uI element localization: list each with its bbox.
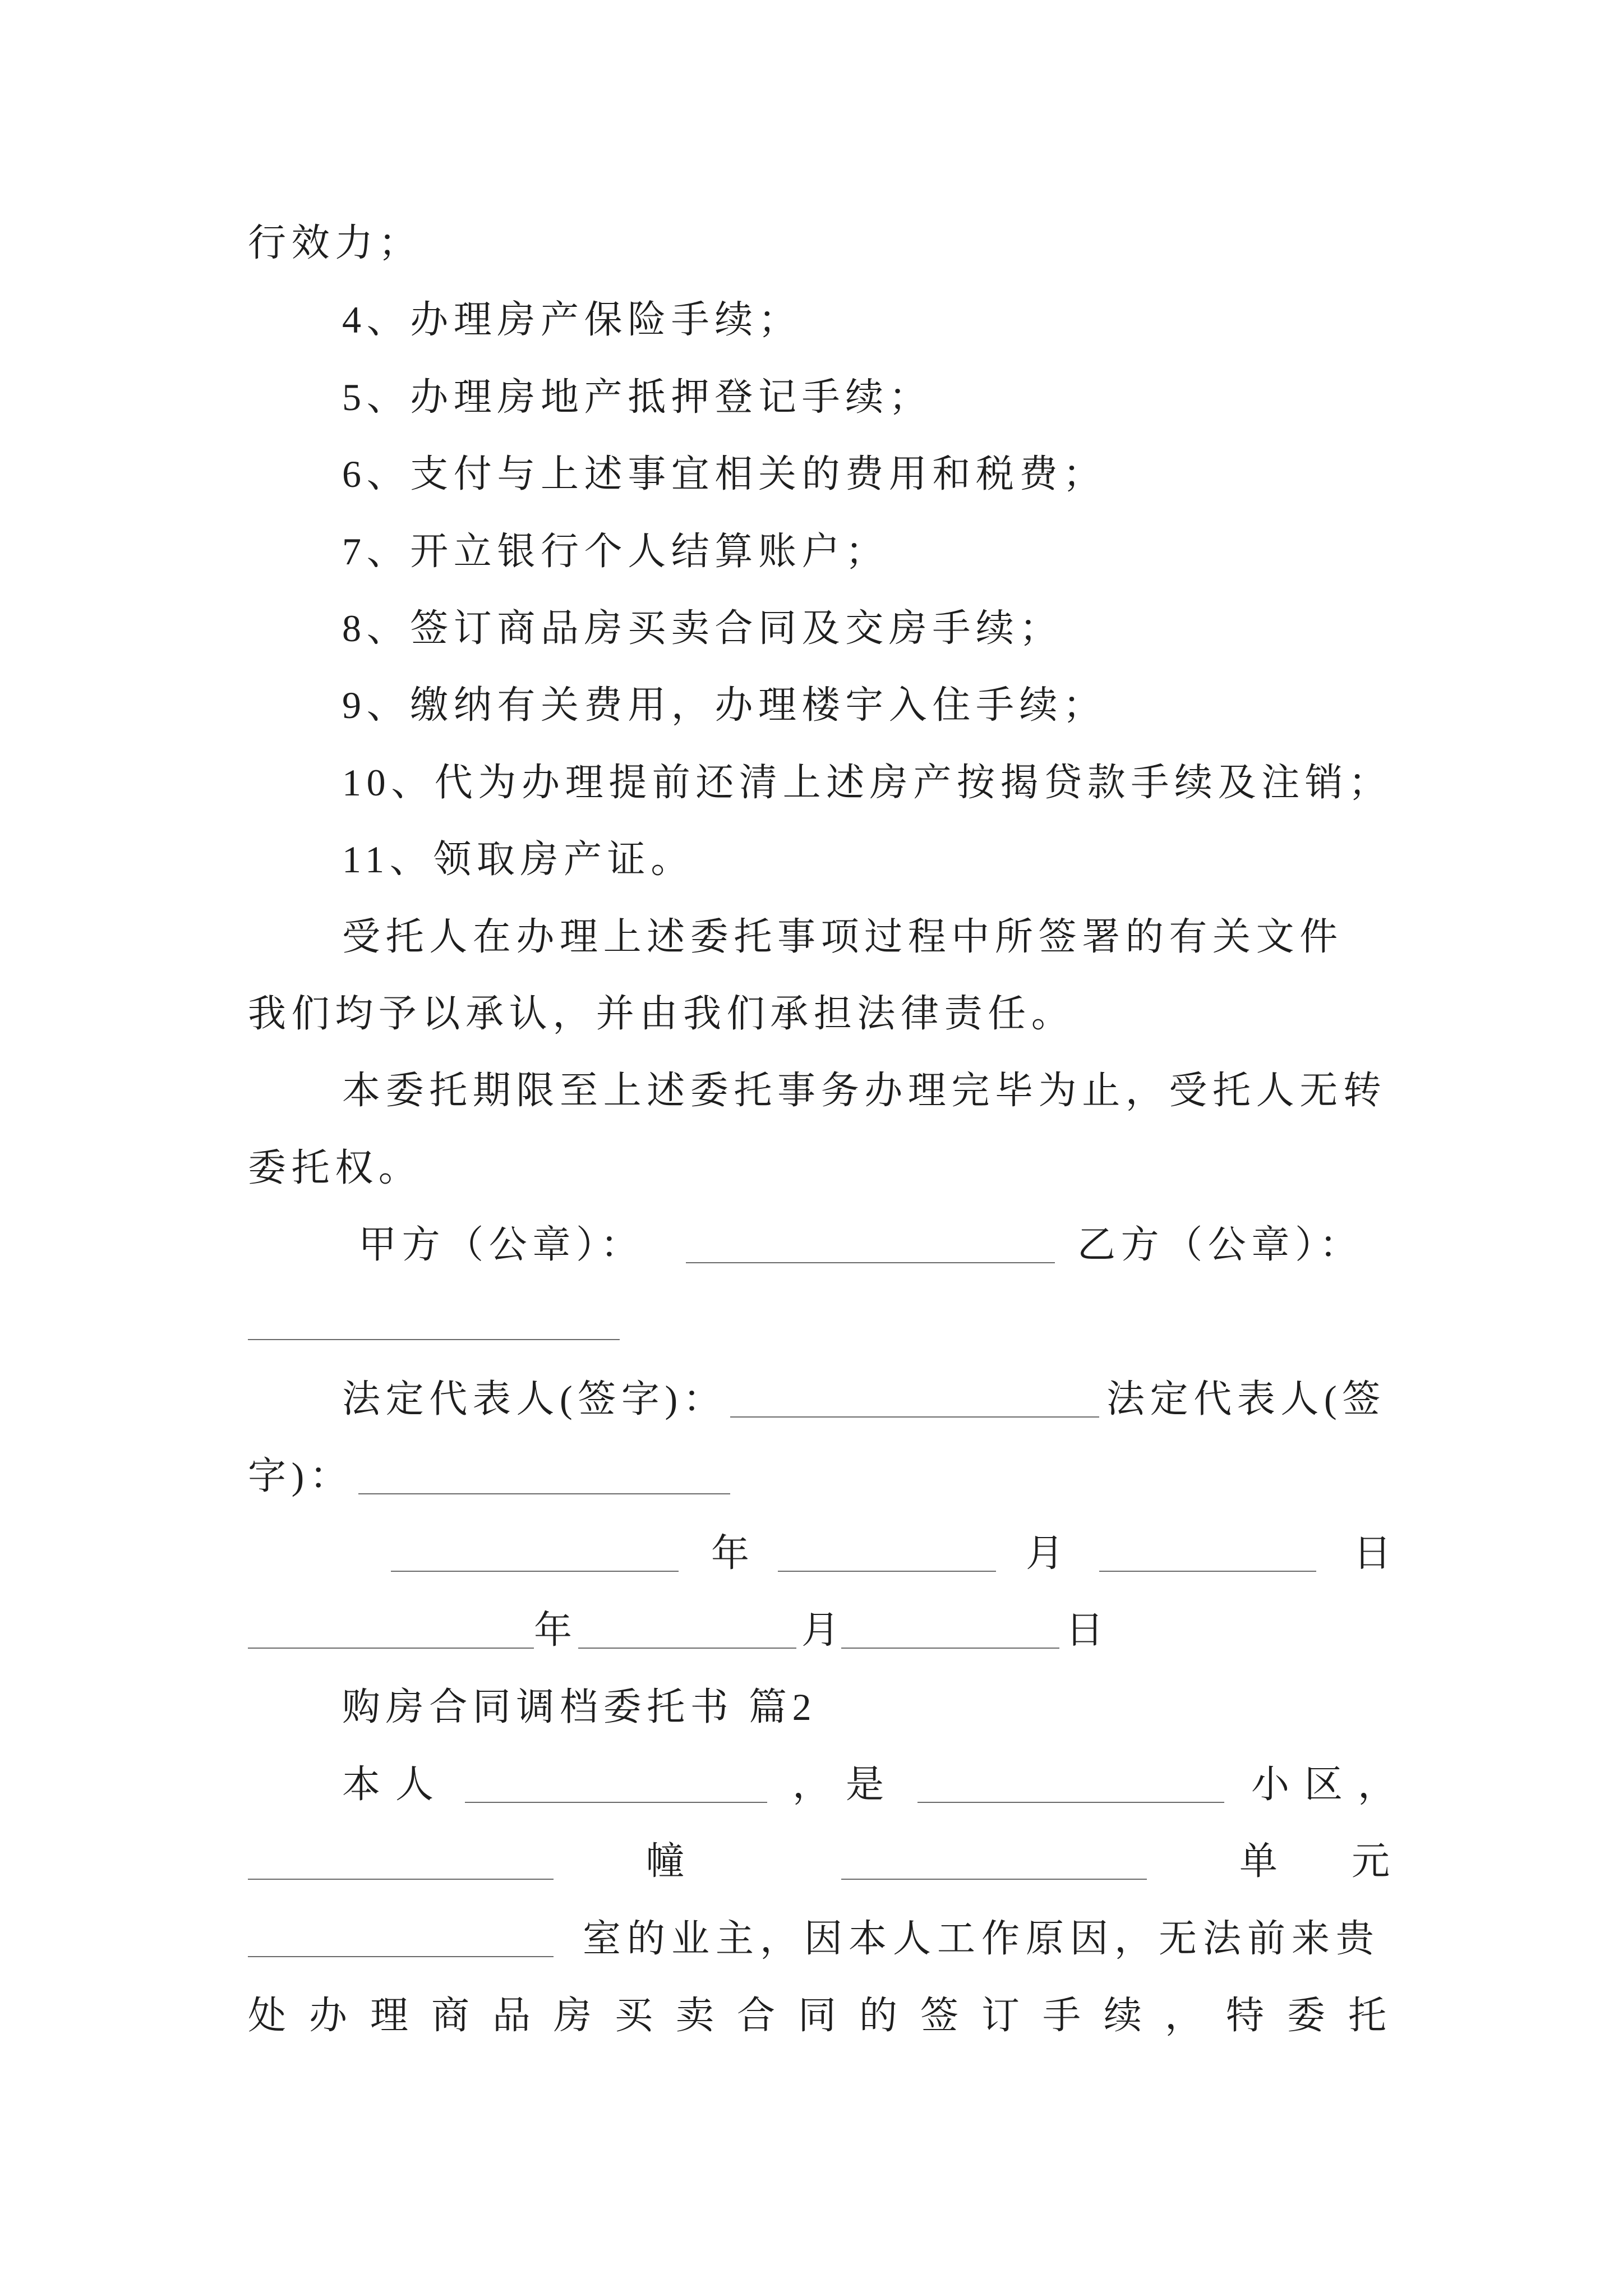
term-line: 本委托期限至上述委托事务办理完毕为止，受托人无转 [342, 1069, 1387, 1112]
rep-b-label: 法定代表人(签 [1106, 1377, 1386, 1420]
section-heading: 购房合同调档委托书 篇2 [342, 1686, 817, 1729]
party-a-seal-blank [686, 1262, 1055, 1263]
name-blank [465, 1802, 767, 1803]
list-item: 10、代为办理提前还清上述房产按揭贷款手续及注销； [342, 761, 1393, 804]
list-item: 11、领取房产证。 [342, 838, 694, 881]
rep-b-signature-blank [358, 1493, 730, 1494]
authorization-line [248, 1901, 1386, 1977]
rep-a-label: 法定代表人(签字)： [342, 1377, 727, 1420]
is-label: ，是 [792, 1763, 900, 1806]
day-label: 日 [1353, 1531, 1397, 1575]
date-line-b [248, 1592, 1386, 1669]
document-body [248, 205, 1464, 2054]
acknowledgement-line: 我们均予以承认，并由我们承担法律责任。 [248, 992, 1075, 1035]
authorization-line [248, 1746, 1412, 1823]
self-label: 本人 [342, 1763, 449, 1806]
representative-line [248, 1361, 1386, 1438]
month-blank [778, 1571, 996, 1572]
building-blank [248, 1879, 554, 1880]
rep-a-signature-blank [730, 1416, 1099, 1418]
seal-line-continued [248, 1283, 1386, 1360]
room-blank [248, 1956, 554, 1957]
party-b-seal-label: 乙方（公章）： [1077, 1223, 1363, 1267]
year-label: 年 [534, 1609, 578, 1652]
continuation-text: 行效力； [248, 222, 422, 264]
building-label: 幢 [646, 1840, 690, 1883]
authorization-line [248, 1823, 1464, 1900]
year-label: 年 [711, 1531, 755, 1575]
day-blank [1099, 1571, 1316, 1572]
list-item: 4、办理房产保险手续； [342, 298, 802, 342]
authorization-line: 处办理商品房买卖合同的签订手续，特委托 [248, 1994, 1410, 2037]
list-item: 5、办理房地产抵押登记手续； [342, 375, 933, 418]
list-item: 9、缴纳有关费用，办理楼宇入住手续； [342, 684, 1106, 727]
month-label: 月 [1026, 1531, 1069, 1575]
party-a-seal-label: 甲方（公章）： [358, 1223, 644, 1267]
community-label: 小区， [1251, 1763, 1412, 1806]
month-label: 月 [801, 1609, 845, 1652]
month-blank [578, 1648, 796, 1649]
date-line-a [248, 1515, 1397, 1592]
seal-line [248, 1207, 1386, 1283]
party-b-seal-blank [248, 1339, 620, 1340]
term-line: 委托权。 [248, 1146, 422, 1189]
day-label: 日 [1066, 1609, 1109, 1652]
year-blank [391, 1571, 679, 1572]
representative-line-continued [248, 1438, 1386, 1515]
unit-blank [841, 1879, 1147, 1880]
day-blank [841, 1648, 1059, 1649]
list-item: 7、开立银行个人结算账户； [342, 530, 889, 573]
community-blank [917, 1802, 1224, 1803]
unit-label: 单元 [1239, 1840, 1464, 1883]
list-item: 6、支付与上述事宜相关的费用和税费； [342, 453, 1106, 496]
year-blank [248, 1648, 534, 1649]
acknowledgement-line: 受托人在办理上述委托事项过程中所签署的有关文件 [342, 915, 1343, 958]
list-item: 8、签订商品房买卖合同及交房手续； [342, 606, 1063, 650]
rep-b-label-continued: 字)： [248, 1455, 353, 1498]
room-and-reason-text: 室的业主，因本人工作原因，无法前来贵 [583, 1917, 1381, 1960]
